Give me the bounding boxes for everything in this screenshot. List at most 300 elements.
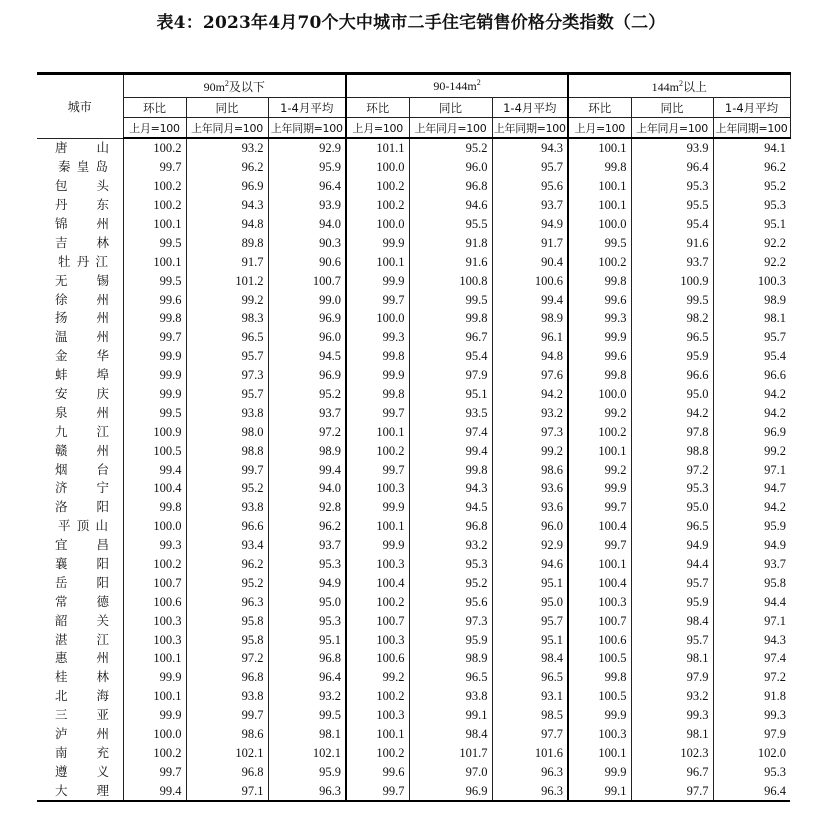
index-value-cell: 96.2 — [186, 555, 268, 574]
index-value-cell: 99.9 — [346, 233, 409, 252]
city-name — [37, 611, 123, 630]
city-name — [37, 158, 123, 177]
subheader-row — [37, 98, 790, 118]
index-value-cell: 100.2 — [568, 422, 631, 441]
index-value-cell: 95.4 — [631, 215, 713, 234]
index-value-cell: 95.8 — [186, 630, 268, 649]
index-value-cell: 98.9 — [409, 649, 492, 668]
city-label: 徐 州 — [55, 291, 109, 307]
index-value-cell: 100.3 — [346, 479, 409, 498]
base-last-year-period: 上年同期=100 — [713, 118, 790, 139]
index-value-cell: 99.7 — [346, 460, 409, 479]
table-row — [37, 649, 790, 668]
index-value-cell: 99.7 — [346, 403, 409, 422]
index-value-cell: 99.7 — [346, 781, 409, 801]
index-value-cell: 99.7 — [568, 498, 631, 517]
city-name — [37, 233, 123, 252]
index-value-cell: 95.3 — [409, 555, 492, 574]
city-label: 九 江 — [55, 423, 109, 439]
city-label: 三 亚 — [55, 707, 109, 723]
index-value-cell: 100.6 — [492, 271, 568, 290]
index-value-cell: 94.9 — [631, 536, 713, 555]
index-value-cell: 98.9 — [713, 290, 790, 309]
index-value-cell: 100.0 — [346, 158, 409, 177]
city-name — [37, 706, 123, 725]
index-value-cell: 100.2 — [346, 196, 409, 215]
index-value-cell: 95.5 — [409, 215, 492, 234]
index-value-cell: 95.9 — [713, 517, 790, 536]
index-value-cell: 96.2 — [713, 158, 790, 177]
index-value-cell: 98.5 — [492, 706, 568, 725]
index-value-cell: 98.8 — [186, 441, 268, 460]
index-value-cell: 94.7 — [713, 479, 790, 498]
city-label: 平 顶 山 — [58, 518, 108, 534]
city-label: 惠 州 — [55, 650, 109, 666]
index-value-cell: 99.9 — [568, 762, 631, 781]
index-value-cell: 94.2 — [713, 498, 790, 517]
table-row — [37, 555, 790, 574]
index-value-cell: 99.2 — [568, 460, 631, 479]
index-value-cell: 95.4 — [713, 347, 790, 366]
yoy-header: 同比 — [186, 98, 268, 118]
index-value-cell: 96.3 — [492, 781, 568, 801]
index-value-cell: 99.5 — [268, 706, 346, 725]
index-value-cell: 95.7 — [631, 573, 713, 592]
index-value-cell: 102.0 — [713, 744, 790, 763]
index-value-cell: 94.4 — [713, 592, 790, 611]
index-value-cell: 97.9 — [713, 725, 790, 744]
table-row — [37, 233, 790, 252]
index-value-cell: 99.1 — [568, 781, 631, 801]
index-value-cell: 98.1 — [631, 725, 713, 744]
index-value-cell: 98.9 — [268, 441, 346, 460]
city-label: 扬 州 — [55, 310, 109, 326]
group-header-90-144 — [346, 74, 568, 98]
index-value-cell: 99.9 — [123, 706, 186, 725]
city-label: 丹 东 — [55, 197, 109, 213]
index-value-cell: 95.3 — [268, 611, 346, 630]
group-header-under-90 — [123, 74, 346, 98]
index-value-cell: 100.1 — [123, 649, 186, 668]
index-value-cell: 96.8 — [409, 177, 492, 196]
city-name — [37, 649, 123, 668]
index-value-cell: 99.8 — [568, 366, 631, 385]
index-value-cell: 100.2 — [346, 441, 409, 460]
index-value-cell: 99.4 — [492, 290, 568, 309]
index-value-cell: 95.7 — [631, 630, 713, 649]
index-value-cell: 99.9 — [568, 328, 631, 347]
index-value-cell: 102.3 — [631, 744, 713, 763]
index-value-cell: 92.9 — [268, 138, 346, 158]
index-value-cell: 96.3 — [268, 781, 346, 801]
index-value-cell: 94.6 — [409, 196, 492, 215]
index-value-cell: 94.9 — [492, 215, 568, 234]
city-name — [37, 592, 123, 611]
city-label: 遵 义 — [55, 763, 109, 779]
index-value-cell: 94.9 — [268, 573, 346, 592]
index-value-cell: 95.7 — [713, 328, 790, 347]
index-value-cell: 95.8 — [186, 611, 268, 630]
index-value-cell: 94.2 — [631, 403, 713, 422]
index-value-cell: 99.7 — [123, 328, 186, 347]
index-value-cell: 98.1 — [268, 725, 346, 744]
index-value-cell: 100.1 — [568, 744, 631, 763]
index-value-cell: 94.1 — [713, 138, 790, 158]
index-value-cell: 96.0 — [409, 158, 492, 177]
index-value-cell: 100.1 — [346, 517, 409, 536]
index-value-cell: 92.9 — [492, 536, 568, 555]
index-value-cell: 95.0 — [631, 498, 713, 517]
index-value-cell: 96.6 — [631, 366, 713, 385]
index-value-cell: 94.3 — [186, 196, 268, 215]
index-value-cell: 96.8 — [409, 517, 492, 536]
index-value-cell: 91.6 — [631, 233, 713, 252]
index-value-cell: 100.4 — [568, 573, 631, 592]
index-value-cell: 99.7 — [346, 290, 409, 309]
index-value-cell: 99.8 — [123, 309, 186, 328]
index-value-cell: 99.4 — [409, 441, 492, 460]
index-value-cell: 102.1 — [268, 744, 346, 763]
index-value-cell: 95.0 — [268, 592, 346, 611]
table-row — [37, 781, 790, 801]
index-value-cell: 93.8 — [186, 403, 268, 422]
city-name — [37, 630, 123, 649]
city-label: 济 宁 — [55, 480, 109, 496]
index-value-cell: 100.1 — [568, 441, 631, 460]
city-label: 蚌 埠 — [55, 367, 109, 383]
index-value-cell: 95.1 — [492, 573, 568, 592]
yoy-header: 同比 — [631, 98, 713, 118]
index-value-cell: 98.1 — [713, 309, 790, 328]
index-value-cell: 100.1 — [346, 422, 409, 441]
index-value-cell: 90.3 — [268, 233, 346, 252]
index-value-cell: 93.7 — [268, 403, 346, 422]
index-value-cell: 95.6 — [492, 177, 568, 196]
index-value-cell: 95.3 — [713, 196, 790, 215]
index-value-cell: 99.9 — [568, 706, 631, 725]
ytd-avg-header: 1-4月平均 — [492, 98, 568, 118]
city-label: 包 头 — [55, 178, 109, 194]
index-value-cell: 100.3 — [713, 271, 790, 290]
index-value-cell: 94.0 — [268, 215, 346, 234]
city-label: 洛 阳 — [55, 499, 109, 515]
index-value-cell: 89.8 — [186, 233, 268, 252]
index-value-cell: 96.3 — [186, 592, 268, 611]
index-value-cell: 94.9 — [713, 536, 790, 555]
table-row — [37, 177, 790, 196]
index-value-cell: 97.3 — [409, 611, 492, 630]
index-value-cell: 95.9 — [631, 592, 713, 611]
city-name — [37, 725, 123, 744]
table-row — [37, 271, 790, 290]
index-value-cell: 99.7 — [123, 762, 186, 781]
index-value-cell: 100.5 — [123, 441, 186, 460]
index-value-cell: 100.0 — [123, 517, 186, 536]
index-value-cell: 100.2 — [346, 687, 409, 706]
city-name — [37, 252, 123, 271]
table-row — [37, 744, 790, 763]
index-value-cell: 99.7 — [568, 536, 631, 555]
index-value-cell: 99.9 — [346, 271, 409, 290]
index-value-cell: 100.2 — [123, 138, 186, 158]
index-value-cell: 99.2 — [346, 668, 409, 687]
index-value-cell: 97.2 — [186, 649, 268, 668]
index-value-cell: 94.2 — [713, 403, 790, 422]
index-value-cell: 96.7 — [409, 328, 492, 347]
index-value-cell: 99.3 — [631, 706, 713, 725]
index-value-cell: 100.6 — [568, 630, 631, 649]
index-value-cell: 96.1 — [492, 328, 568, 347]
city-name — [37, 215, 123, 234]
index-value-cell: 92.2 — [713, 233, 790, 252]
index-value-cell: 100.3 — [346, 555, 409, 574]
city-label: 湛 江 — [55, 631, 109, 647]
price-index-table — [37, 72, 791, 802]
index-value-cell: 99.8 — [568, 158, 631, 177]
index-value-cell: 100.7 — [346, 611, 409, 630]
table-row — [37, 328, 790, 347]
index-value-cell: 93.7 — [268, 536, 346, 555]
index-value-cell: 95.7 — [186, 347, 268, 366]
index-value-cell: 96.9 — [713, 422, 790, 441]
index-value-cell: 100.3 — [568, 725, 631, 744]
index-value-cell: 100.7 — [268, 271, 346, 290]
group-label-sup: 2 — [224, 78, 229, 88]
table-row — [37, 498, 790, 517]
mom-header: 环比 — [123, 98, 186, 118]
index-value-cell: 96.9 — [186, 177, 268, 196]
index-value-cell: 97.7 — [492, 725, 568, 744]
city-name — [37, 517, 123, 536]
city-label: 秦 皇 岛 — [58, 159, 108, 175]
index-value-cell: 97.1 — [713, 611, 790, 630]
index-value-cell: 94.3 — [492, 138, 568, 158]
index-value-cell: 97.4 — [713, 649, 790, 668]
index-value-cell: 100.2 — [123, 744, 186, 763]
city-name — [37, 309, 123, 328]
index-value-cell: 94.4 — [631, 555, 713, 574]
index-value-cell: 100.0 — [123, 725, 186, 744]
index-value-cell: 99.9 — [346, 366, 409, 385]
index-value-cell: 95.1 — [713, 215, 790, 234]
index-value-cell: 99.5 — [631, 290, 713, 309]
index-value-cell: 95.7 — [492, 611, 568, 630]
index-value-cell: 96.6 — [186, 517, 268, 536]
index-value-cell: 99.8 — [568, 271, 631, 290]
city-name — [37, 441, 123, 460]
index-value-cell: 100.7 — [568, 611, 631, 630]
group-label-base: 90m — [203, 79, 225, 94]
index-value-cell: 99.9 — [123, 347, 186, 366]
index-value-cell: 95.3 — [631, 177, 713, 196]
index-value-cell: 96.4 — [268, 668, 346, 687]
table-row — [37, 252, 790, 271]
index-value-cell: 99.6 — [346, 762, 409, 781]
index-value-cell: 99.2 — [492, 441, 568, 460]
city-name — [37, 498, 123, 517]
table-row — [37, 138, 790, 158]
table-row — [37, 687, 790, 706]
index-value-cell: 98.0 — [186, 422, 268, 441]
index-value-cell: 94.5 — [409, 498, 492, 517]
index-value-cell: 97.3 — [492, 422, 568, 441]
base-last-month: 上月=100 — [123, 118, 186, 139]
index-value-cell: 95.2 — [409, 138, 492, 158]
index-value-cell: 100.4 — [123, 479, 186, 498]
table-row — [37, 573, 790, 592]
index-value-cell: 91.7 — [186, 252, 268, 271]
index-value-cell: 97.2 — [631, 460, 713, 479]
city-label: 温 州 — [55, 329, 109, 345]
index-value-cell: 98.2 — [631, 309, 713, 328]
city-name — [37, 403, 123, 422]
index-value-cell: 96.4 — [713, 781, 790, 801]
table-row — [37, 366, 790, 385]
index-value-cell: 99.3 — [568, 309, 631, 328]
index-value-cell: 100.5 — [568, 649, 631, 668]
index-value-cell: 100.0 — [568, 385, 631, 404]
index-value-cell: 100.2 — [123, 196, 186, 215]
city-name — [37, 290, 123, 309]
index-value-cell: 100.9 — [123, 422, 186, 441]
ytd-avg-header: 1-4月平均 — [713, 98, 790, 118]
table-row — [37, 725, 790, 744]
index-value-cell: 95.9 — [409, 630, 492, 649]
index-value-cell: 99.7 — [186, 460, 268, 479]
index-value-cell: 91.7 — [492, 233, 568, 252]
city-name — [37, 328, 123, 347]
index-value-cell: 92.8 — [268, 498, 346, 517]
city-label: 安 庆 — [55, 386, 109, 402]
index-value-cell: 99.5 — [568, 233, 631, 252]
city-name — [37, 138, 123, 158]
table-row — [37, 385, 790, 404]
index-value-cell: 95.3 — [631, 479, 713, 498]
index-value-cell: 95.9 — [268, 158, 346, 177]
city-name — [37, 536, 123, 555]
group-label-sup: 2 — [678, 78, 683, 88]
index-value-cell: 99.4 — [268, 460, 346, 479]
index-value-cell: 95.7 — [492, 158, 568, 177]
group-label-base: 144m — [651, 79, 679, 94]
index-value-cell: 90.4 — [492, 252, 568, 271]
index-value-cell: 98.9 — [492, 309, 568, 328]
base-last-year-month: 上年同月=100 — [631, 118, 713, 139]
city-label: 大 理 — [55, 782, 109, 798]
index-value-cell: 96.6 — [713, 366, 790, 385]
table-row — [37, 196, 790, 215]
base-last-year-period: 上年同期=100 — [268, 118, 346, 139]
index-value-cell: 93.2 — [268, 687, 346, 706]
index-value-cell: 97.9 — [409, 366, 492, 385]
index-value-cell: 96.0 — [492, 517, 568, 536]
index-value-cell: 97.2 — [713, 668, 790, 687]
index-value-cell: 95.2 — [268, 385, 346, 404]
index-value-cell: 100.3 — [123, 611, 186, 630]
index-value-cell: 100.4 — [568, 517, 631, 536]
index-value-cell: 98.3 — [186, 309, 268, 328]
index-value-cell: 98.8 — [631, 441, 713, 460]
city-label: 金 华 — [55, 348, 109, 364]
index-value-cell: 95.1 — [492, 630, 568, 649]
index-value-cell: 96.0 — [268, 328, 346, 347]
index-value-cell: 99.9 — [346, 498, 409, 517]
index-value-cell: 99.8 — [568, 668, 631, 687]
index-value-cell: 99.9 — [346, 536, 409, 555]
index-value-cell: 98.6 — [186, 725, 268, 744]
index-value-cell: 95.7 — [186, 385, 268, 404]
index-value-cell: 96.4 — [268, 177, 346, 196]
city-label: 泸 州 — [55, 726, 109, 742]
table-row — [37, 517, 790, 536]
index-value-cell: 100.3 — [123, 630, 186, 649]
index-value-cell: 96.5 — [631, 517, 713, 536]
index-value-cell: 93.9 — [268, 196, 346, 215]
ytd-avg-header: 1-4月平均 — [268, 98, 346, 118]
group-header-over-144 — [568, 74, 790, 98]
index-value-cell: 95.9 — [631, 347, 713, 366]
base-last-month: 上月=100 — [346, 118, 409, 139]
table-row — [37, 309, 790, 328]
index-value-cell: 94.2 — [713, 385, 790, 404]
index-value-cell: 97.7 — [631, 781, 713, 801]
city-label: 岳 阳 — [55, 574, 109, 590]
index-value-cell: 100.2 — [568, 252, 631, 271]
city-name — [37, 762, 123, 781]
city-name — [37, 347, 123, 366]
index-value-cell: 101.2 — [186, 271, 268, 290]
index-value-cell: 91.8 — [409, 233, 492, 252]
index-value-cell: 91.8 — [713, 687, 790, 706]
index-value-cell: 99.2 — [568, 403, 631, 422]
city-label: 常 德 — [55, 593, 109, 609]
index-value-cell: 99.5 — [123, 233, 186, 252]
index-value-cell: 100.5 — [568, 687, 631, 706]
city-label: 襄 阳 — [55, 556, 109, 572]
index-value-cell: 101.7 — [409, 744, 492, 763]
index-value-cell: 93.5 — [409, 403, 492, 422]
index-value-cell: 91.6 — [409, 252, 492, 271]
index-value-cell: 95.2 — [186, 573, 268, 592]
index-value-cell: 100.1 — [568, 138, 631, 158]
city-name — [37, 460, 123, 479]
index-value-cell: 93.8 — [186, 687, 268, 706]
index-value-cell: 96.2 — [186, 158, 268, 177]
index-value-cell: 102.1 — [186, 744, 268, 763]
index-value-cell: 93.7 — [713, 555, 790, 574]
index-value-cell: 93.1 — [492, 687, 568, 706]
index-value-cell: 100.6 — [346, 649, 409, 668]
index-value-cell: 95.2 — [409, 573, 492, 592]
city-column-header: 城市 — [37, 74, 123, 139]
index-value-cell: 96.7 — [631, 762, 713, 781]
index-value-cell: 99.8 — [409, 460, 492, 479]
base-last-year-month: 上年同月=100 — [186, 118, 268, 139]
table-row — [37, 630, 790, 649]
index-value-cell: 100.0 — [346, 215, 409, 234]
city-name — [37, 687, 123, 706]
index-value-cell: 96.5 — [409, 668, 492, 687]
index-value-cell: 100.3 — [568, 592, 631, 611]
city-name — [37, 271, 123, 290]
city-name — [37, 744, 123, 763]
mom-header: 环比 — [568, 98, 631, 118]
city-label: 唐 山 — [55, 140, 109, 156]
city-label: 韶 关 — [55, 612, 109, 628]
city-label: 无 锡 — [55, 272, 109, 288]
index-value-cell: 99.5 — [123, 271, 186, 290]
index-value-cell: 99.2 — [186, 290, 268, 309]
